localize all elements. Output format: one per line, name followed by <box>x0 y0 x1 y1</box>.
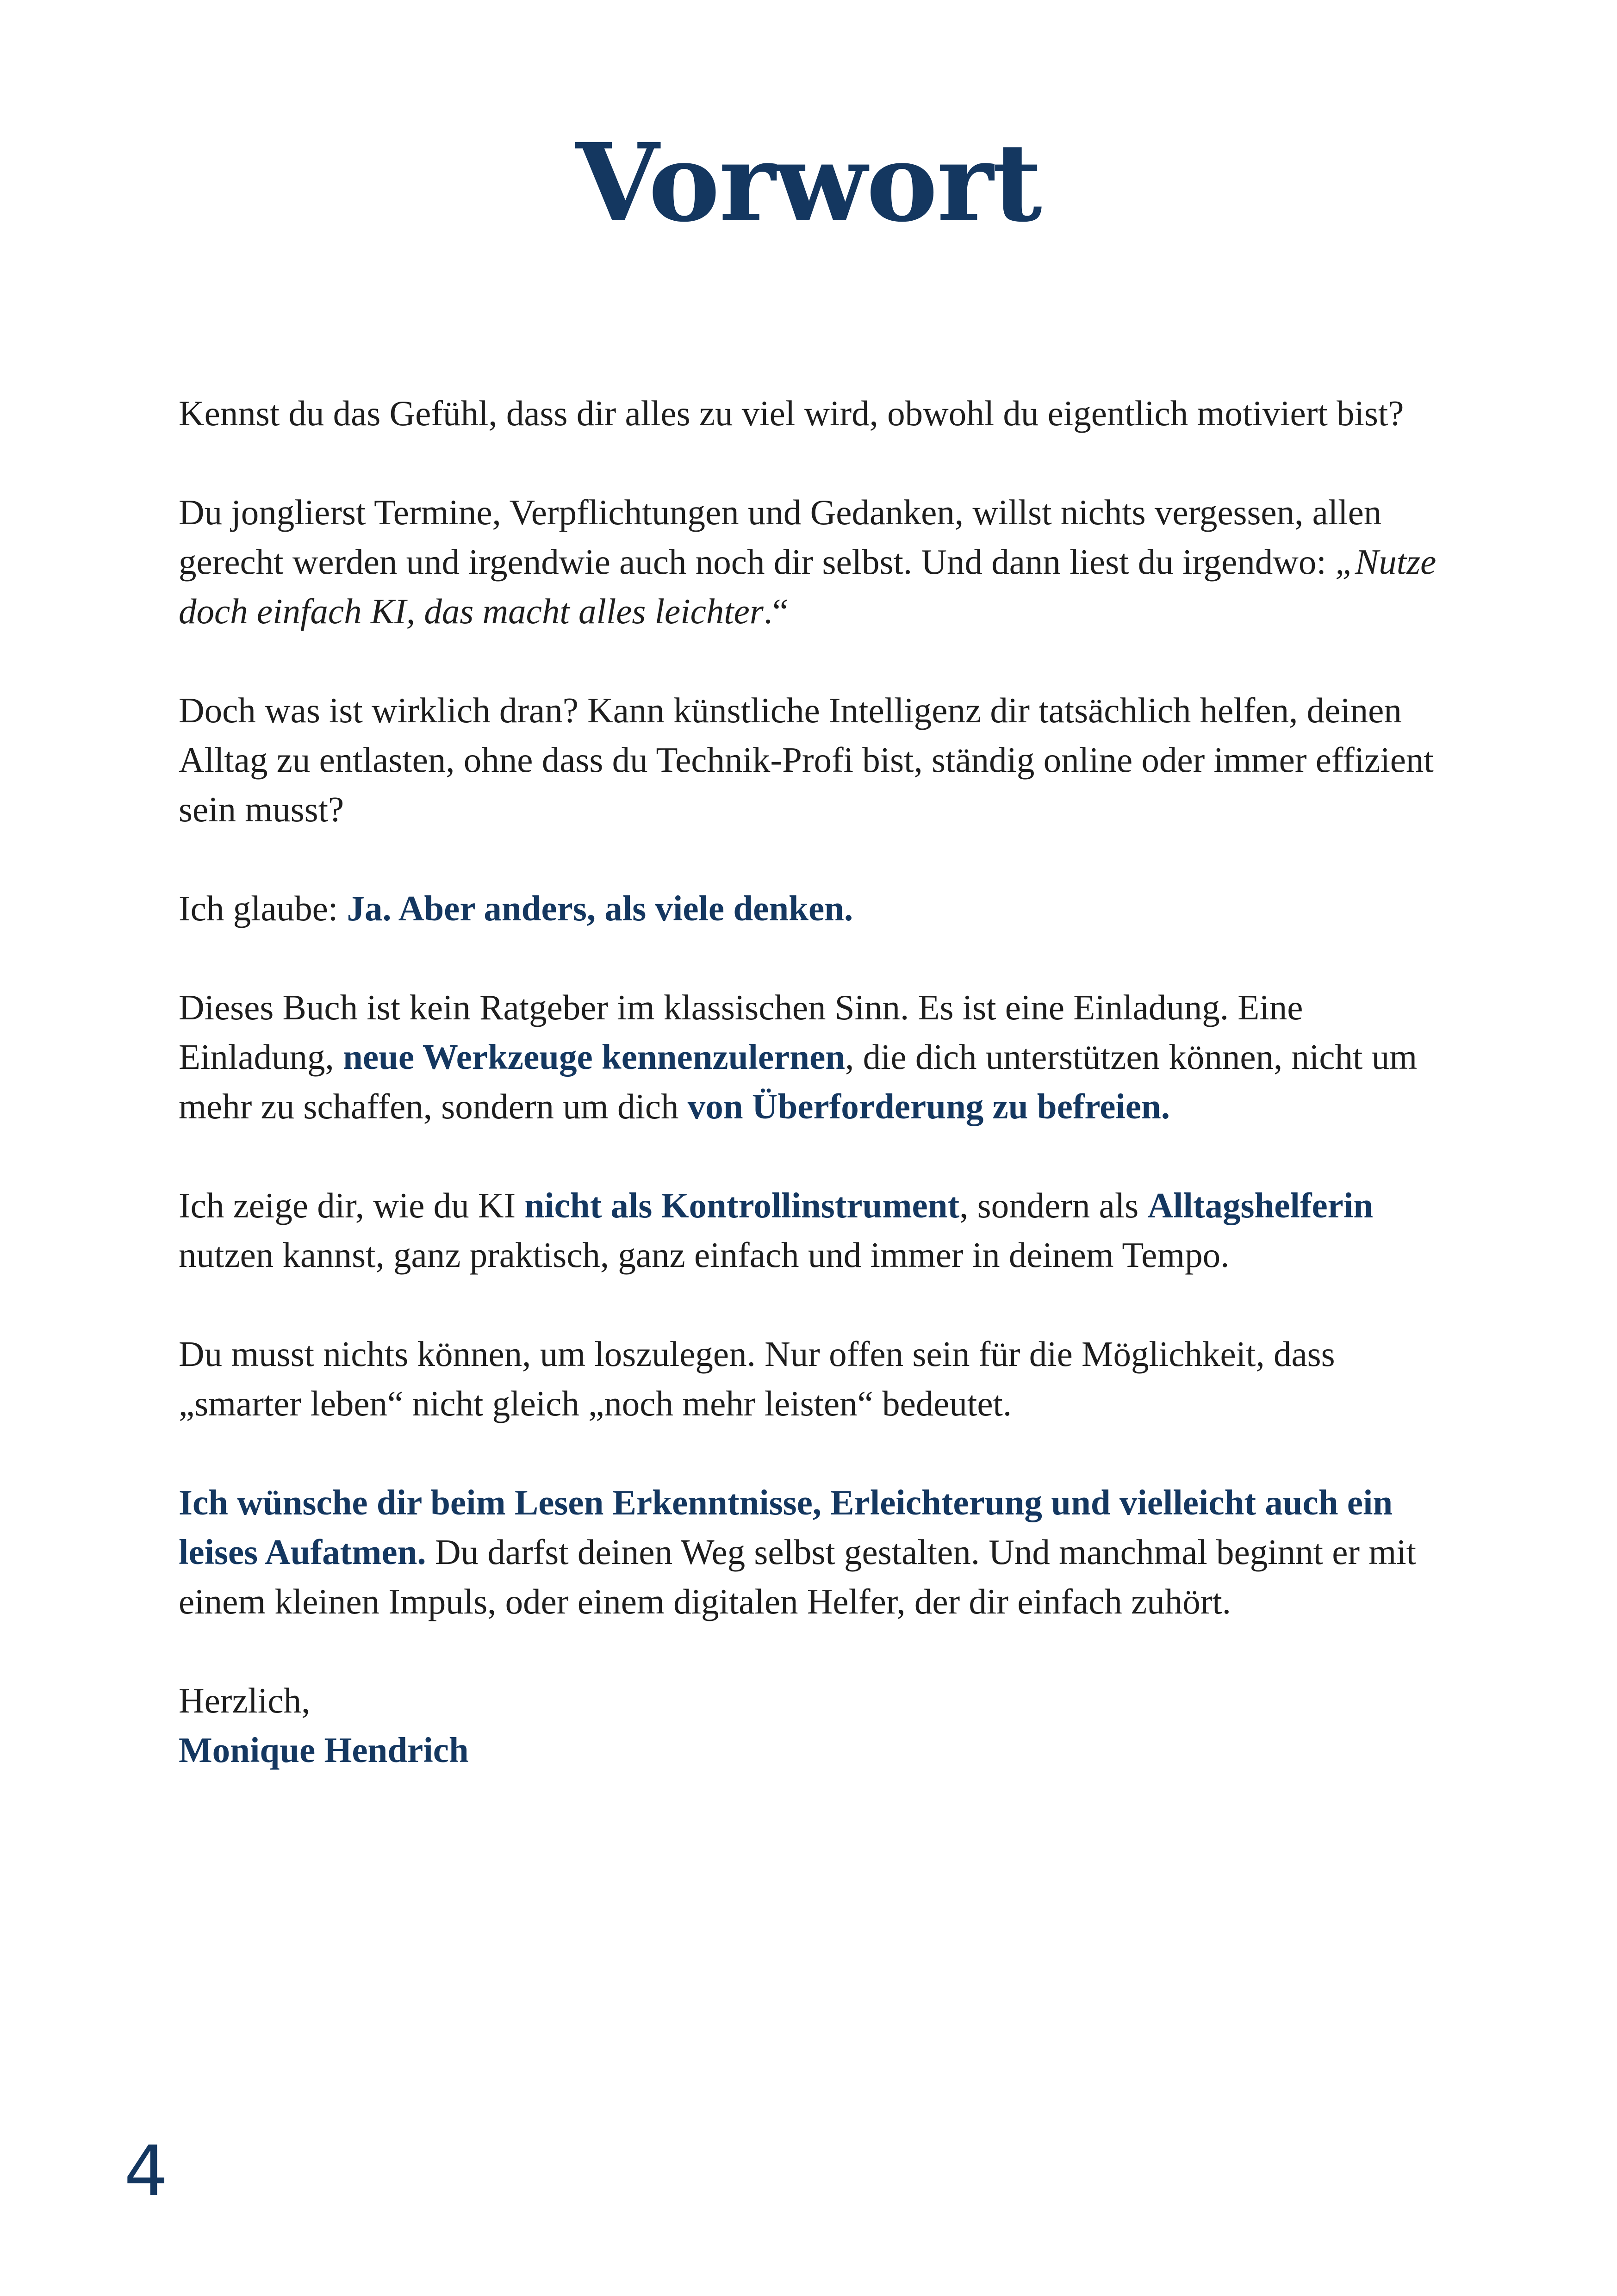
paragraph-2 <box>179 488 1465 636</box>
paragraph-5-text-b: , die dich unterstützen können, nicht um mehr zu schaffen, sondern um dich <box>179 1037 1418 1126</box>
paragraph-3 <box>179 686 1465 834</box>
page-number: 4 <box>124 2131 168 2212</box>
paragraph-5-text-a: Dieses Buch ist kein Ratgeber im klassischen Sinn. Es ist eine Einladung. Eine Einladung, <box>179 987 1303 1077</box>
paragraph-6-text-a: Ich zeige dir, wie du KI <box>179 1185 525 1225</box>
paragraph-5-highlight-1: neue Werkzeuge kennenzulernen <box>343 1037 846 1077</box>
paragraph-1 <box>179 389 1465 438</box>
paragraph-2-end: .“ <box>763 591 789 631</box>
paragraph-1-text: Kennst du das Gefühl, dass dir alles zu viel wird, obwohl du eigentlich motiviert bist? <box>179 393 1404 433</box>
paragraph-8-highlight: Ich wünsche dir beim Lesen Erkenntnisse, Erleichterung und vielleicht auch ein leises Aufatmen. <box>179 1483 1393 1572</box>
paragraph-8-text: Du darfst deinen Weg selbst gestalten. Und manchmal beginnt er mit einem kleinen Impuls, oder einem digitalen Helfer, der dir einfach zuhört. <box>179 1532 1416 1621</box>
page-title: Vorwort <box>576 119 1041 246</box>
paragraph-7-text: Du musst nichts können, um loszulegen. Nur offen sein für die Möglichkeit, dass „smarter leben“ nicht gleich „noch mehr leisten“ bedeutet. <box>179 1334 1335 1423</box>
paragraph-5 <box>179 983 1465 1131</box>
paragraph-4-text: Ich glaube: <box>179 888 347 928</box>
paragraph-6-highlight-2: Alltagshelferin <box>1147 1185 1374 1225</box>
foreword-body <box>179 389 1465 1775</box>
paragraph-6 <box>179 1181 1465 1280</box>
paragraph-5-highlight-2: von Überforderung zu befreien. <box>687 1086 1170 1126</box>
paragraph-6-text-b: , sondern als <box>959 1185 1148 1225</box>
signature <box>179 1676 1465 1775</box>
paragraph-2-text: Du jonglierst Termine, Verpflichtungen und Gedanken, willst nichts vergessen, allen gerecht werden und irgendwie auch noch dir selbst. Und dann liest du irgendwo: <box>179 492 1382 582</box>
signature-greeting: Herzlich, <box>179 1681 311 1720</box>
paragraph-4 <box>179 884 1465 933</box>
paragraph-6-text-c: nutzen kannst, ganz praktisch, ganz einfach und immer in deinem Tempo. <box>179 1235 1230 1275</box>
paragraph-6-highlight-1: nicht als Kontrollinstrument <box>524 1185 960 1225</box>
paragraph-8 <box>179 1478 1465 1626</box>
signature-author: Monique Hendrich <box>179 1730 469 1770</box>
paragraph-2-quote: „Nutze doch einfach KI, das macht alles leichter <box>179 542 1437 631</box>
paragraph-4-highlight: Ja. Aber anders, als viele denken. <box>347 888 853 928</box>
paragraph-3-text: Doch was ist wirklich dran? Kann künstliche Intelligenz dir tatsächlich helfen, deinen Alltag zu entlasten, ohne dass du Technik-Profi bist, ständig online oder immer effizient sein musst? <box>179 690 1434 829</box>
paragraph-7 <box>179 1329 1465 1428</box>
